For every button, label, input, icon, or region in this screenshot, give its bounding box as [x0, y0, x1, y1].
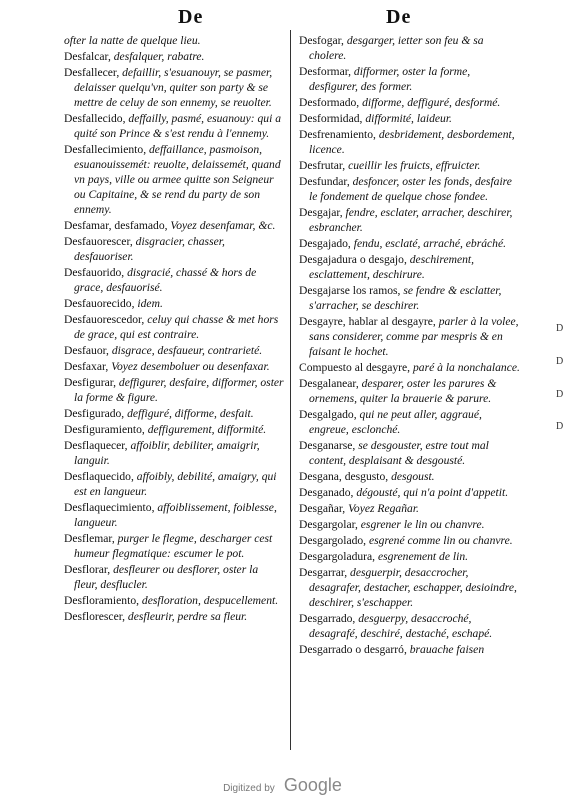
dictionary-entry [64, 111, 284, 141]
entry-headword: Desganarse, [299, 439, 359, 452]
dictionary-entry [64, 469, 284, 499]
entry-headword: Desfallecido, [64, 112, 129, 125]
dictionary-entry [299, 64, 521, 94]
dictionary-entry [299, 565, 521, 610]
entry-headword: Desfamar, desfamado, [64, 219, 171, 232]
dictionary-entry [299, 252, 521, 282]
dictionary-entry [299, 438, 521, 468]
entry-gloss: deffailly, pasmé, esuanouy: qui a quité son Prince & s'est rendu à l'ennemy. [74, 112, 282, 140]
entry-gloss: ofter la natte de quelque lieu. [64, 34, 201, 47]
entry-headword: Desgajarse los ramos, [299, 284, 404, 297]
dictionary-entry [64, 359, 284, 374]
entry-headword: Desfloramiento, [64, 594, 142, 607]
entry-gloss: brauache faisen [409, 643, 485, 656]
entry-gloss: disgracié, chassé & hors de grace, desfauorisé. [74, 266, 257, 294]
entry-gloss: desfalquer, rabatre. [113, 50, 205, 63]
entry-gloss: esgrenement de lin. [377, 550, 469, 563]
digitization-watermark [0, 775, 565, 796]
entry-headword: Desgalanear, [299, 377, 362, 390]
entry-headword: Desfigurar, [64, 376, 119, 389]
entry-gloss: purger le flegme, descharger cest humeur flegmatique: escumer le pot. [74, 532, 273, 560]
entry-headword: Desfauorescer, [64, 235, 136, 248]
dictionary-entry [64, 609, 284, 624]
dictionary-entry [64, 406, 284, 421]
dictionary-entry [64, 49, 284, 64]
dictionary-entry [299, 205, 521, 235]
entry-gloss: deffigurer, desfaire, difformer, oster la forme & figure. [74, 376, 284, 404]
entry-headword: Desgana, desgusto, [299, 470, 392, 483]
dictionary-entry [64, 218, 284, 233]
entry-gloss: se desgouster, estre tout mal content, desplaisant & desgousté. [309, 439, 489, 467]
entry-headword: Desfigurado, [64, 407, 128, 420]
entry-headword: Desfallecer, [64, 66, 123, 79]
entry-headword: Desgañar, [299, 502, 349, 515]
entry-gloss: fendu, esclaté, arraché, ebráché. [353, 237, 507, 250]
entry-gloss: desfleurer ou desflorer, oster la fleur, desflucler. [74, 563, 259, 591]
entry-gloss: desguerpy, desaccroché, desagrafé, deschiré, destaché, eschapé. [309, 612, 493, 640]
dictionary-entry [299, 549, 521, 564]
dictionary-entry [299, 33, 521, 63]
dictionary-entry [64, 142, 284, 217]
dictionary-entry [299, 407, 521, 437]
entry-gloss: Voyez Regañar. [348, 502, 419, 515]
entry-headword: Desgarrado o desgarró, [299, 643, 410, 656]
entry-gloss: esgrené comme lin ou chanvre. [368, 534, 513, 547]
entry-gloss: disgracier, chasser, desfauoriser. [74, 235, 225, 263]
dictionary-entry [299, 174, 521, 204]
entry-headword: Desflorescer, [64, 610, 128, 623]
entry-headword: Desfauorido, [64, 266, 128, 279]
running-head-right: De [386, 6, 412, 28]
edge-mark: D [556, 356, 564, 367]
entry-gloss: deffigurement, difformité. [147, 423, 267, 436]
dictionary-entry [64, 593, 284, 608]
entry-headword: Desgargoladura, [299, 550, 378, 563]
entry-headword: Desformidad, [299, 112, 366, 125]
dictionary-entry [299, 95, 521, 110]
entry-headword: Desfrenamiento, [299, 128, 379, 141]
entry-gloss: deffiguré, difforme, desfait. [127, 407, 254, 420]
dictionary-entry [64, 33, 284, 48]
dictionary-entry [64, 296, 284, 311]
edge-mark: D [556, 389, 564, 400]
entry-headword: Desgargolar, [299, 518, 361, 531]
entry-gloss: celuy qui chasse & met hors de grace, qui est contraire. [74, 313, 279, 341]
entry-gloss: desfloration, despucellement. [141, 594, 279, 607]
entry-gloss: desfleurir, perdre sa fleur. [127, 610, 248, 623]
dictionary-entry [299, 283, 521, 313]
entry-headword: Desfogar, [299, 34, 347, 47]
entry-headword: Desfiguramiento, [64, 423, 148, 436]
dictionary-entry [64, 265, 284, 295]
right-column [299, 33, 521, 658]
entry-gloss: defaillir, s'esuanouyr, se pasmer, delaisser quelqu'vn, quiter son party & se mettre de celuy de son ennemy, se reuolter. [74, 66, 273, 109]
entry-gloss: Voyez desenfamar, &c. [170, 219, 276, 232]
entry-gloss: idem. [137, 297, 163, 310]
edge-mark: D [556, 323, 564, 334]
dictionary-entry [64, 312, 284, 342]
dictionary-entry [299, 111, 521, 126]
entry-gloss: deschirement, esclattement, deschirure. [309, 253, 475, 281]
entry-headword: Desfauor, [64, 344, 112, 357]
entry-gloss: desguerpir, desaccrocher, desagrafer, destacher, eschapper, desioindre, deschirer, s'eschapper. [309, 566, 517, 609]
entry-gloss: affoiblir, debiliter, amaigrir, languir. [74, 439, 260, 467]
entry-gloss: paré à la nonchalance. [412, 361, 520, 374]
dictionary-entry [64, 422, 284, 437]
entry-gloss: difforme, deffiguré, desformé. [362, 96, 501, 109]
entry-gloss: disgrace, desfaueur, contrarieté. [111, 344, 263, 357]
page-header [0, 6, 565, 30]
dictionary-entry [64, 343, 284, 358]
google-logo: Google [283, 775, 342, 795]
dictionary-entry [299, 642, 521, 657]
dictionary-entry [64, 234, 284, 264]
entry-headword: Desgajado, [299, 237, 354, 250]
column-divider [290, 30, 291, 750]
dictionary-entry [299, 501, 521, 516]
digitized-by-label: Digitized by [223, 783, 275, 794]
entry-gloss: cueillir les fruicts, effruicter. [348, 159, 481, 172]
entry-headword: Desflaquecido, [64, 470, 137, 483]
entry-gloss: dégousté, qui n'a point d'appetit. [356, 486, 509, 499]
dictionary-entry [64, 375, 284, 405]
dictionary-entry [299, 376, 521, 406]
dictionary-entry [64, 65, 284, 110]
entry-headword: Desgajar, [299, 206, 346, 219]
dictionary-entry [299, 517, 521, 532]
entry-headword: Desgargolado, [299, 534, 369, 547]
edge-mark: D [556, 421, 564, 432]
entry-headword: Desformar, [299, 65, 354, 78]
entry-headword: Desgajadura o desgajo, [299, 253, 410, 266]
entry-headword: Desgalgado, [299, 408, 360, 421]
entry-headword: Desflaquecer, [64, 439, 131, 452]
entry-headword: Desflorar, [64, 563, 114, 576]
running-head-left: De [178, 6, 204, 28]
entry-gloss: affoiblissement, foiblesse, langueur. [74, 501, 277, 529]
entry-gloss: parler à la volee, sans considerer, comme par mespris & en faisant le hochet. [309, 315, 519, 358]
dictionary-entry [299, 314, 521, 359]
entry-headword: Desfauorescedor, [64, 313, 148, 326]
entry-gloss: deffaillance, pasmoison, esuanouissemét: reuolte, delaissemét, quand vn pays, ville ou armee quitte son Seigneur ou Capitaine, & se rend du party de son ennemy. [74, 143, 281, 216]
dictionary-entry [299, 485, 521, 500]
entry-gloss: desfoncer, oster les fonds, desfaire le fondement de quelque chose fondee. [309, 175, 512, 203]
entry-gloss: difformité, laideur. [365, 112, 452, 125]
entry-gloss: desparer, oster les parures & ornemens, quiter la brauerie & parure. [309, 377, 497, 405]
entry-gloss: fendre, esclater, arracher, deschirer, esbrancher. [309, 206, 513, 234]
entry-headword: Desganado, [299, 486, 357, 499]
entry-headword: Desformado, [299, 96, 363, 109]
entry-gloss: desgarger, ietter son feu & sa cholere. [309, 34, 484, 62]
entry-gloss: affoibly, debilité, amaigry, qui est en langueur. [74, 470, 277, 498]
dictionary-entry [299, 158, 521, 173]
entry-headword: Desfaxar, [64, 360, 112, 373]
dictionary-entry [64, 531, 284, 561]
entry-headword: Desflaquecimiento, [64, 501, 158, 514]
entry-headword: Desfrutar, [299, 159, 349, 172]
entry-headword: Desfauorecido, [64, 297, 138, 310]
dictionary-entry [64, 562, 284, 592]
entry-headword: Desgarrar, [299, 566, 351, 579]
entry-gloss: desbridement, desbordement, licence. [309, 128, 515, 156]
dictionary-entry [299, 469, 521, 484]
entry-gloss: esgrener le lin ou chanvre. [360, 518, 485, 531]
dictionary-entry [299, 236, 521, 251]
entry-headword: Desfundar, [299, 175, 353, 188]
entry-headword: Desgayre, hablar al desgayre, [299, 315, 439, 328]
dictionary-entry [299, 360, 521, 375]
entry-gloss: difformer, oster la forme, desfigurer, des former. [309, 65, 471, 93]
dictionary-entry [64, 500, 284, 530]
dictionary-entry [64, 438, 284, 468]
left-column [64, 33, 284, 625]
dictionary-entry [299, 611, 521, 641]
entry-gloss: desgoust. [391, 470, 435, 483]
entry-gloss: se fendre & esclatter, s'arracher, se deschirer. [309, 284, 502, 312]
dictionary-entry [299, 127, 521, 157]
entry-gloss: qui ne peut aller, aggraué, engreue, esclonché. [309, 408, 482, 436]
entry-headword: Desflemar, [64, 532, 118, 545]
entry-headword: Desgarrado, [299, 612, 359, 625]
entry-headword: Desfallecimiento, [64, 143, 149, 156]
entry-headword: Desfalcar, [64, 50, 114, 63]
dictionary-entry [299, 533, 521, 548]
entry-headword: Compuesto al desgayre, [299, 361, 413, 374]
entry-gloss: Voyez desemboluer ou desenfaxar. [111, 360, 270, 373]
